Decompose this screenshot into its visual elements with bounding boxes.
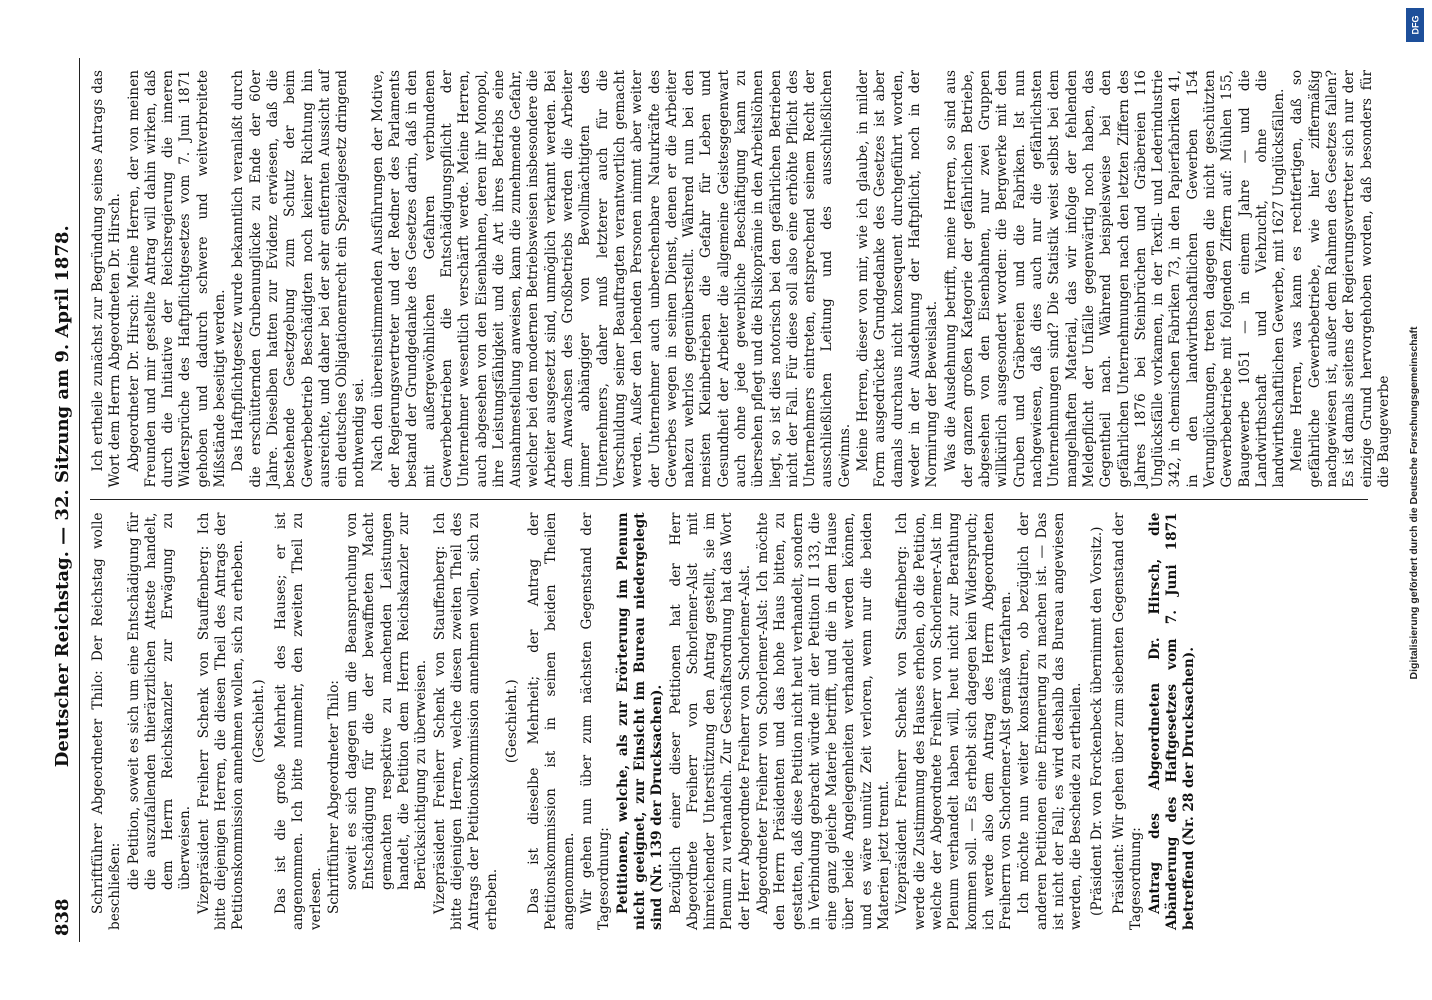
paragraph: Antrag des Abgeordneten Dr. Hirsch, die Abänderung des Haftgesetzes vom 7. Juni 1871 betreffend (Nr. 28 der Drucksachen). xyxy=(1146,512,1198,930)
paragraph: Ich möchte nun weiter konstatiren, ob bezüglich der anderen Petitionen eine Erinnerung zu machen ist. — Das ist nicht der Fall; es wird deshalb das Bureau angewiesen werden, die Bescheide zu ertheilen. xyxy=(1016,512,1085,930)
paragraph: Präsident: Wir gehen über zum siebenten Gegenstand der Tagesordnung: xyxy=(1110,512,1145,930)
dfg-logo-text: DFG xyxy=(1410,15,1420,35)
paragraph: Nach den übereinstimmenden Ausführungen der Motive, der Regierungsvertreter und der Redner des Parlaments bestand der Grundgedanke des Gesetzes darin, daß in den mit außergewöhnlichen Gefahren verbundenen Gewerbebetrieben die Entschädigungspflicht der Unternehmer wesentlich verschärft werde. Meine Herren, auch abgesehen von den Eisenbahnen, deren ihr Monopol, ihre Leistungsfähigkeit und die Art ihres Betriebs eine Ausnahmestellung anweisen, kann die zunehmende Gefahr, welcher bei den modernen Betriebsweisen insbesondere die Arbeiter ausgesetzt sind, unmöglich verkannt werden. Bei dem Anwachsen des Großbetriebs werden die Arbeiter immer abhängiger von Bevollmächtigten des Unternehmers, daher muß letzterer auch für die Verschuldung seiner Beauftragten verantwortlich gemacht werden. Außer den lebenden Personen nimmt aber weiter der Unternehmer auch unberechenbare Naturkräfte des Gewerbes wegen in seinen Dienst, denen er die Arbeiter nahezu wehrlos gegenüberstellt. Während nun bei den meisten Kleinbetrieben die Gefahr für Leben und Gesundheit der Arbeiter die allgemeine Geistesgegenwart auch ohne jede gewerbliche Beschäftigung kann zu übersehen pflegt und die Risikoprämie in den Arbeitslöhnen liegt, so ist dies notorisch bei den gefährlichen Betrieben nicht der Fall. Für diese soll also eine erhöhte Pflicht des Unternehmers eintreten, entsprechend seinem Recht der ausschließlichen Leitung und des ausschließlichen Gewinns. xyxy=(369,70,853,488)
paragraph: Schriftführer Abgeordneter Thilo: Der Reichstag wolle beschließen: xyxy=(90,512,124,930)
left-column xyxy=(90,501,1368,943)
page-number: 838 xyxy=(52,898,73,936)
dfg-logo xyxy=(1406,8,1424,42)
text-columns xyxy=(90,58,1392,942)
paragraph: Was die Ausdehnung betrifft, meine Herren, so sind aus der ganzen großen Kategorie der gefährlichen Betriebe, abgesehen von den Eisenbahnen, nur zwei Gruppen willkürlich ausgesondert worden: die Bergwerke mit den Gruben und Gräbereien und die Fabriken. Ist nun nachgewiesen, daß dies auch nur die gefährlichsten Unternehmungen sind? Die Statistik weist selbst bei dem mangelhaften Material, das wir infolge der fehlenden Meldepflicht der Unfälle gegenwärtig noch haben, das Gegentheil nach. Während beispielsweise bei den gefährlichen Unternehmungen nach den letzten Ziffern des Jahres 1876 bei Steinbrüchen und Gräbereien 116 Unglücksfälle vorkamen, in der Textil- und Lederindustrie 342, in chemischen Fabriken 73, in den Papierfabriken 41, in den landwirthschaftlichen Gewerben 154 Verunglückungen, treten dagegen die nicht geschützten Gewerbebetriebe mit folgenden Ziffern auf: Mühlen 155, Baugewerbe 1051 — in einem Jahre — und die Landwirthschaft und Viehzucht, ohne die landwirthschaftlichen Gewerbe, mit 1627 Unglücksfällen. xyxy=(942,70,1288,488)
credit-text: Digitalisierung gefördert durch die Deutsche Forschungsgemeinschaft xyxy=(1408,326,1420,680)
paragraph: Bezüglich einer dieser Petitionen hat der Herr Abgeordnete Freiherr von Schorlemer-Alst mit hinreichender Unterstützung den Antrag gestellt, sie im Plenum zu verhandeln. Zur Geschäftsordnung hat das Wort der Herr Abgeordnete Freiherr von Schorlemer-Alst. xyxy=(667,512,753,930)
paragraph: Vizepräsident Freiherr Schenk von Stauffenberg: Ich bitte diejenigen Herren, die diesen Theil des Antrags der Petitionskommission annehmen wollen, sich zu erheben. xyxy=(195,512,247,930)
page-title: Deutscher Reichstag. — 32. Sitzung am 9. April 1878. xyxy=(52,225,73,768)
paragraph: Ich ertheile zunächst zur Begründung seines Antrags das Wort dem Herrn Abgeordneten Dr. Hirsch. xyxy=(90,70,124,488)
digitization-credit xyxy=(1404,8,1424,998)
column-divider xyxy=(90,500,1368,501)
paragraph: die Petition, soweit es sich um eine Entschädigung für die auszufallenden thierärztlichen Atteste handelt, dem Herrn Reichskanzler zur Erwägung zu überweisen. xyxy=(125,512,194,890)
right-column xyxy=(90,58,1392,500)
paragraph: Wir gehen nun über zum nächsten Gegenstand der Tagesordnung: xyxy=(579,512,613,930)
paragraph: Das Haftpflichtgesetz wurde bekanntlich veranlaßt durch die erschütternden Grubenunglücke zu Ende der 60er Jahre. Dieselben hatten zur Evidenz erwiesen, daß die bestehende Gesetzgebung zum Schutz der beim Gewerbebetrieb Beschädigten noch keiner Richtung hin ausreichte, und daher bei der sehr entfernten Aussicht auf ein deutsches Obligationenrecht ein Spezialgesetz dringend nothwendig sei. xyxy=(230,70,368,488)
paragraph: Vizepräsident Freiherr Schenk von Stauffenberg: Ich werde die Zustimmung des Hauses erholen, ob die Petition, welche der Abgeordnete Freiherr von Schorlemer-Alst im Plenum verhandelt haben will, heut nicht zur Berathung kommen soll. — Es erhebt sich dagegen kein Widerspruch; ich werde also dem Antrag des Herrn Abgeordneten Freiherrn von Schorlemer-Alst gemäß verfahren. xyxy=(894,512,1015,930)
stage-direction: (Geschieht.) xyxy=(503,679,520,764)
paragraph: Vizepräsident Freiherr Schenk von Stauffenberg: Ich bitte diejenigen Herren, welche diesen zweiten Theil des Antrags der Petitionskommission annehmen wollen, sich zu erheben. xyxy=(431,512,500,930)
paragraph: Schriftführer Abgeordneter Thilo: xyxy=(325,680,342,914)
paragraph: Das ist dieselbe Mehrheit; der Antrag der Petitionskommission ist in seinen beiden Theilen angenommen. xyxy=(526,512,577,930)
paragraph: Meine Herren, was kann es rechtfertigen, daß so gefährliche Gewerbebetriebe, wie hier ziffermäßig nachgewiesen ist, außer dem Rahmen des Gesetzes fallen? Es ist damals seitens der Regierungsvertreter sich nur der einzige Grund hervorgehoben worden, daß besonders für die Baugewerbe xyxy=(1289,70,1392,488)
paragraph: Meine Herren, dieser von mir, wie ich glaube, in milder Form ausgedrückte Grundgedanke des Gesetzes ist aber damals durchaus nicht konsequent durchgeführt worden, weder in der Ausdehnung der Haftpflicht, noch in der Normirung der Beweislast. xyxy=(855,70,941,488)
stage-direction: (Präsident Dr. von Forckenbeck übernimmt den Vorsitz.) xyxy=(1088,526,1105,916)
paragraph: Petitionen, welche, als zur Erörterung im Plenum nicht geeignet, zur Einsicht im Bureau niedergelegt sind (Nr. 139 der Drucksachen). xyxy=(614,512,666,930)
stage-direction: (Geschieht.) xyxy=(250,679,267,764)
paragraph: Abgeordneter Freiherr von Schorlemer-Alst: Ich möchte den Herrn Präsidenten und das hohe Haus bitten, zu gestatten, daß diese Petition nicht heut verhandelt, sondern in Verbindung gebracht würde mit der Petition II 133, die eine ganz gleiche Materie betrifft, und die in dem Hause über beide Angelegenheiten verhandelt werden können, und es wäre unnütz Zeit verloren, wenn nur die beiden Materien jetzt trennt. xyxy=(754,512,893,930)
paragraph: soweit es sich dagegen um die Beanspruchung von Entschädigung für die der bewaffneten Macht gemachten respektive zu machenden Leistungen handelt, die Petition dem Herrn Reichskanzler zur Berücksichtigung zu überweisen. xyxy=(344,512,430,890)
paragraph: Abgeordneter Dr. Hirsch: Meine Herren, der von meinen Freunden und mir gestellte Antrag will dahin wirken, daß durch die Initiative der Reichsregierung die inneren Widersprüche des Haftpflichtgesetzes vom 7. Juni 1871 gehoben und dadurch schwere und weitverbreitete Mißstände beseitigt werden. xyxy=(125,70,229,488)
page-header xyxy=(52,58,80,942)
paragraph: Das ist die große Mehrheit des Hauses; er ist angenommen. Ich bitte nunmehr, den zweiten Theil zu verlesen. xyxy=(272,512,324,930)
